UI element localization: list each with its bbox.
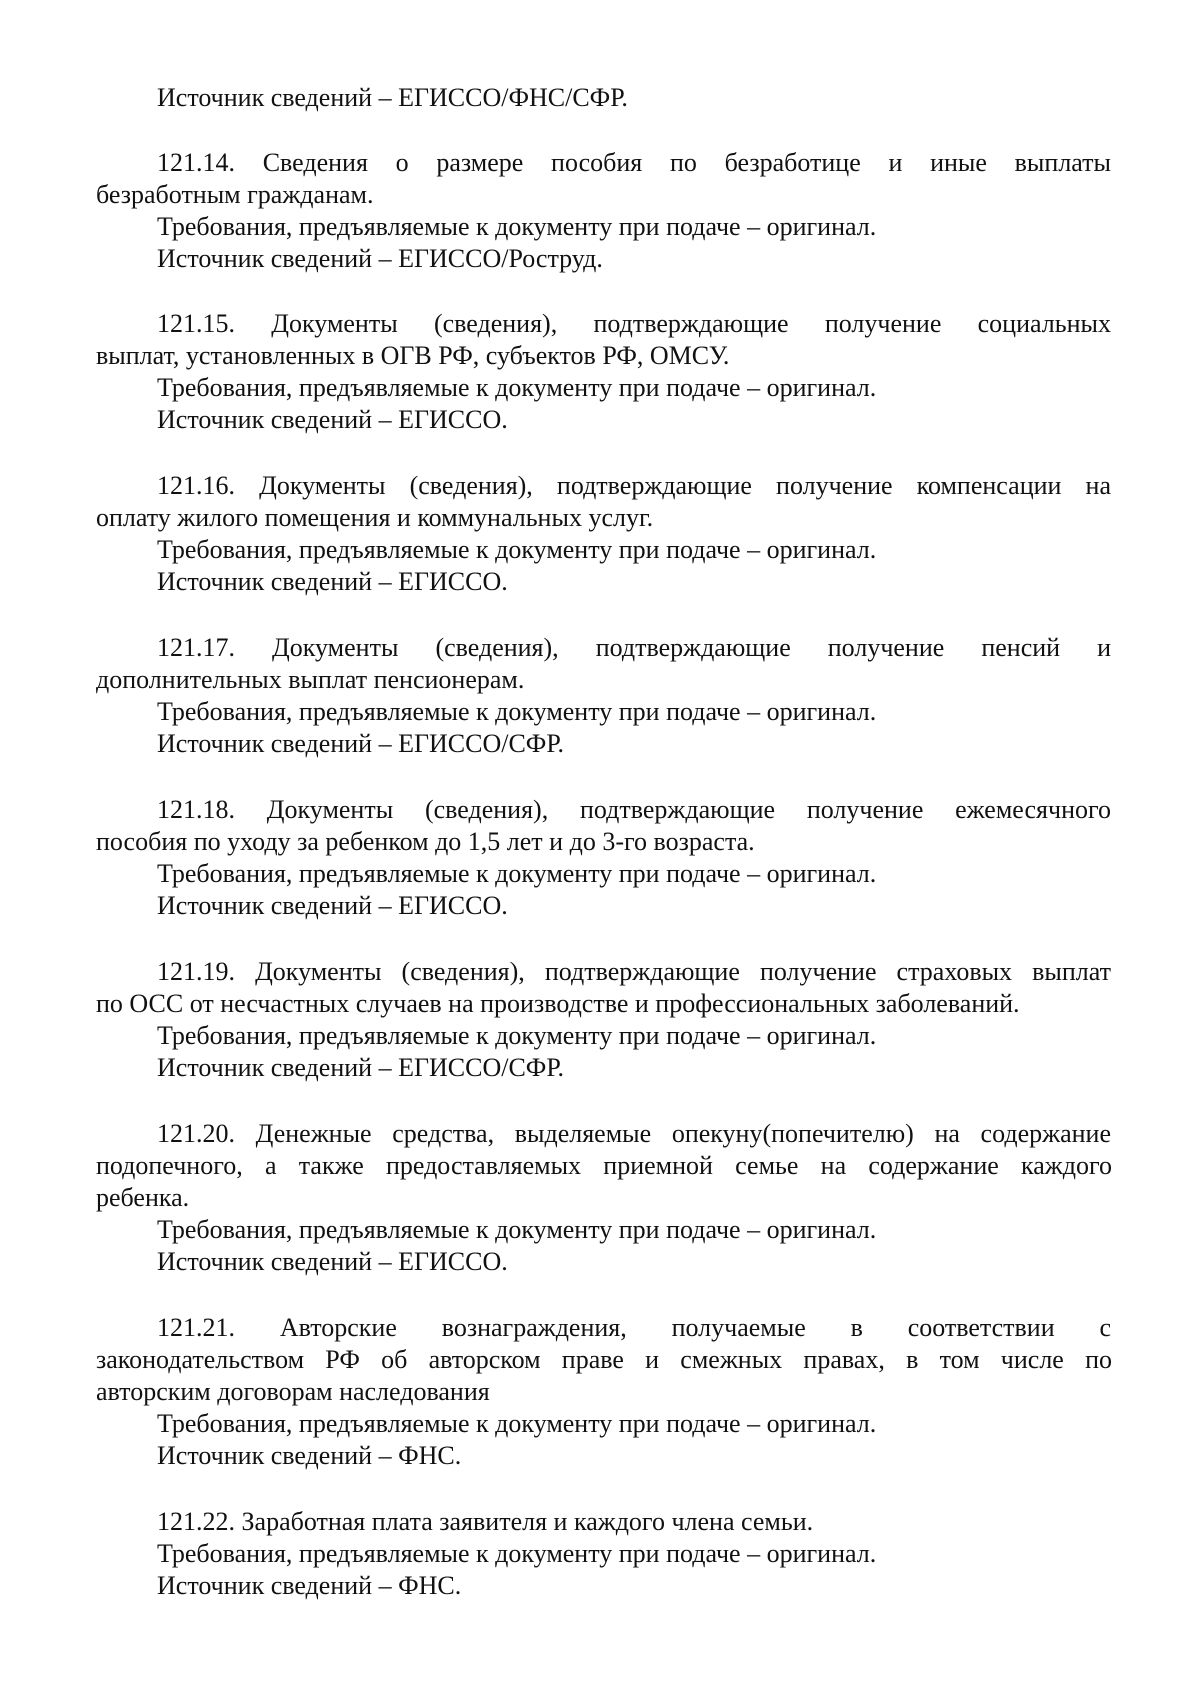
item-heading-121-15: 121.15. Документы (сведения), подтверждающие получение социальных [157,309,1111,338]
item-text: дополнительных выплат пенсионерам. [96,665,525,694]
source-line: Источник сведений – ЕГИССО. [157,567,508,596]
item-heading-121-18: 121.18. Документы (сведения), подтверждающие получение ежемесячного [157,795,1111,824]
source-line: Источник сведений – ЕГИССО. [157,405,508,434]
item-heading-121-17: 121.17. Документы (сведения), подтверждающие получение пенсий и [157,633,1111,662]
requirements-line: Требования, предъявляемые к документу при подаче – оригинал. [157,1409,877,1438]
item-text: оплату жилого помещения и коммунальных услуг. [96,503,654,532]
source-line: Источник сведений – ЕГИССО/СФР. [157,729,565,758]
item-heading-121-19: 121.19. Документы (сведения), подтверждающие получение страховых выплат [157,957,1111,986]
item-text: ребенка. [96,1183,190,1212]
requirements-line: Требования, предъявляемые к документу при подаче – оригинал. [157,373,877,402]
item-text: выплат, установленных в ОГВ РФ, субъектов РФ, ОМСУ. [96,341,730,370]
item-text: пособия по уходу за ребенком до 1,5 лет и до 3-го возраста. [96,827,755,856]
requirements-line: Требования, предъявляемые к документу при подаче – оригинал. [157,212,877,241]
requirements-line: Требования, предъявляемые к документу при подаче – оригинал. [157,697,877,726]
item-heading-121-21: 121.21. Авторские вознаграждения, получаемые в соответствии с [157,1313,1111,1342]
source-line: Источник сведений – ЕГИССО/СФР. [157,1053,565,1082]
item-heading-121-14: 121.14. Сведения о размере пособия по безработице и иные выплаты [157,148,1111,177]
item-text: законодательством РФ об авторском праве и смежных правах, в том числе по [96,1345,1112,1374]
requirements-line: Требования, предъявляемые к документу при подаче – оригинал. [157,1539,877,1568]
item-text: по ОСС от несчастных случаев на производстве и профессиональных заболеваний. [96,989,1020,1018]
item-heading-121-16: 121.16. Документы (сведения), подтверждающие получение компенсации на [157,471,1111,500]
item-text: подопечного, а также предоставляемых приемной семье на содержание каждого [96,1151,1112,1180]
source-line: Источник сведений – ФНС. [157,1441,462,1470]
source-line: Источник сведений – ФНС. [157,1571,462,1600]
requirements-line: Требования, предъявляемые к документу при подаче – оригинал. [157,1215,877,1244]
requirements-line: Требования, предъявляемые к документу при подаче – оригинал. [157,1021,877,1050]
item-text: безработным гражданам. [96,180,374,209]
item-heading-121-20: 121.20. Денежные средства, выделяемые опекуну(попечителю) на содержание [157,1119,1111,1148]
source-line: Источник сведений – ЕГИССО. [157,891,508,920]
source-line: Источник сведений – ЕГИССО/ФНС/СФР. [157,83,628,112]
item-heading-121-22: 121.22. Заработная плата заявителя и каждого члена семьи. [157,1507,814,1536]
source-line: Источник сведений – ЕГИССО. [157,1247,508,1276]
item-text: авторским договорам наследования [96,1377,490,1406]
requirements-line: Требования, предъявляемые к документу при подаче – оригинал. [157,535,877,564]
source-line: Источник сведений – ЕГИССО/Роструд. [157,244,603,273]
requirements-line: Требования, предъявляемые к документу при подаче – оригинал. [157,859,877,888]
